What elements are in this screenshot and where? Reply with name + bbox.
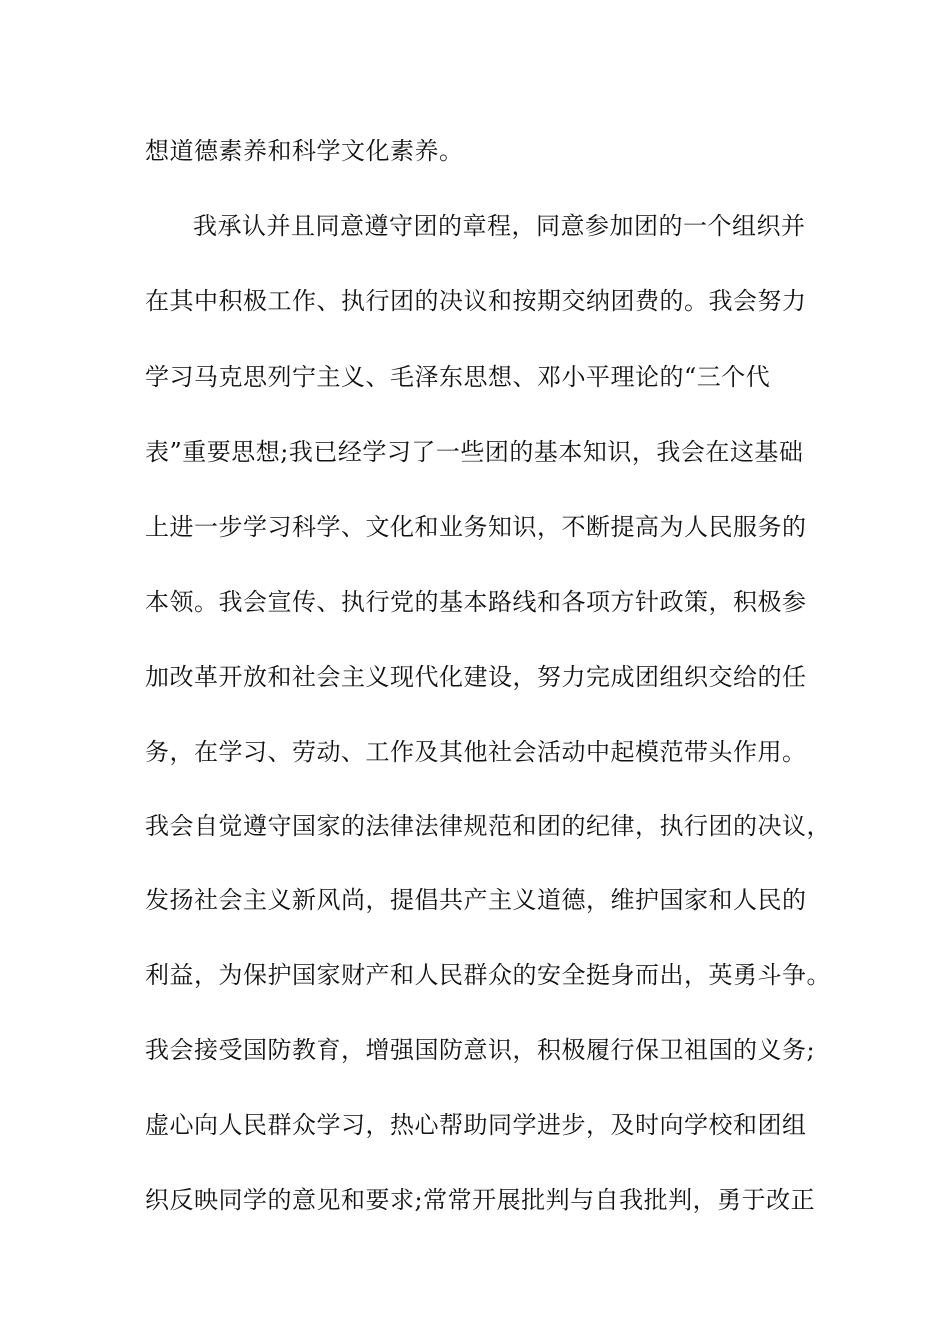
- paragraph-line: 表”重要思想;我已经学习了一些团的基本知识，我会在这基础: [145, 438, 804, 466]
- paragraph-line: 虚心向人民群众学习，热心帮助同学进步，及时向学校和团组: [145, 1111, 807, 1139]
- paragraph-line: 本领。我会宣传、执行党的基本路线和各项方针政策，积极参: [145, 588, 807, 616]
- paragraph-line: 务，在学习、劳动、工作及其他社会活动中起模范带头作用。: [145, 738, 807, 766]
- paragraph-line: 发扬社会主义新风尚，提倡共产主义道德，维护国家和人民的: [145, 886, 807, 914]
- paragraph-line: 学习马克思列宁主义、毛泽东思想、邓小平理论的“三个代: [145, 363, 771, 391]
- paragraph-line: 想道德素养和科学文化素养。: [145, 137, 464, 165]
- paragraph-line: 上进一步学习科学、文化和业务知识，不断提高为人民服务的: [145, 513, 807, 541]
- paragraph-line: 在其中积极工作、执行团的决议和按期交纳团费的。我会努力: [145, 287, 807, 315]
- paragraph-line: 我会自觉遵守国家的法律法律规范和团的纪律，执行团的决议，: [145, 812, 831, 840]
- paragraph-line: 我会接受国防教育，增强国防意识，积极履行保卫祖国的义务;: [145, 1036, 816, 1064]
- paragraph-line: 织反映同学的意见和要求;常常开展批判与自我批判，勇于改正: [145, 1186, 816, 1214]
- paragraph-line: 利益，为保护国家财产和人民群众的安全挺身而出，英勇斗争。: [145, 961, 831, 989]
- paragraph-line: 我承认并且同意遵守团的章程，同意参加团的一个组织并: [193, 212, 806, 240]
- paragraph-line: 加改革开放和社会主义现代化建设，努力完成团组织交给的任: [145, 663, 807, 691]
